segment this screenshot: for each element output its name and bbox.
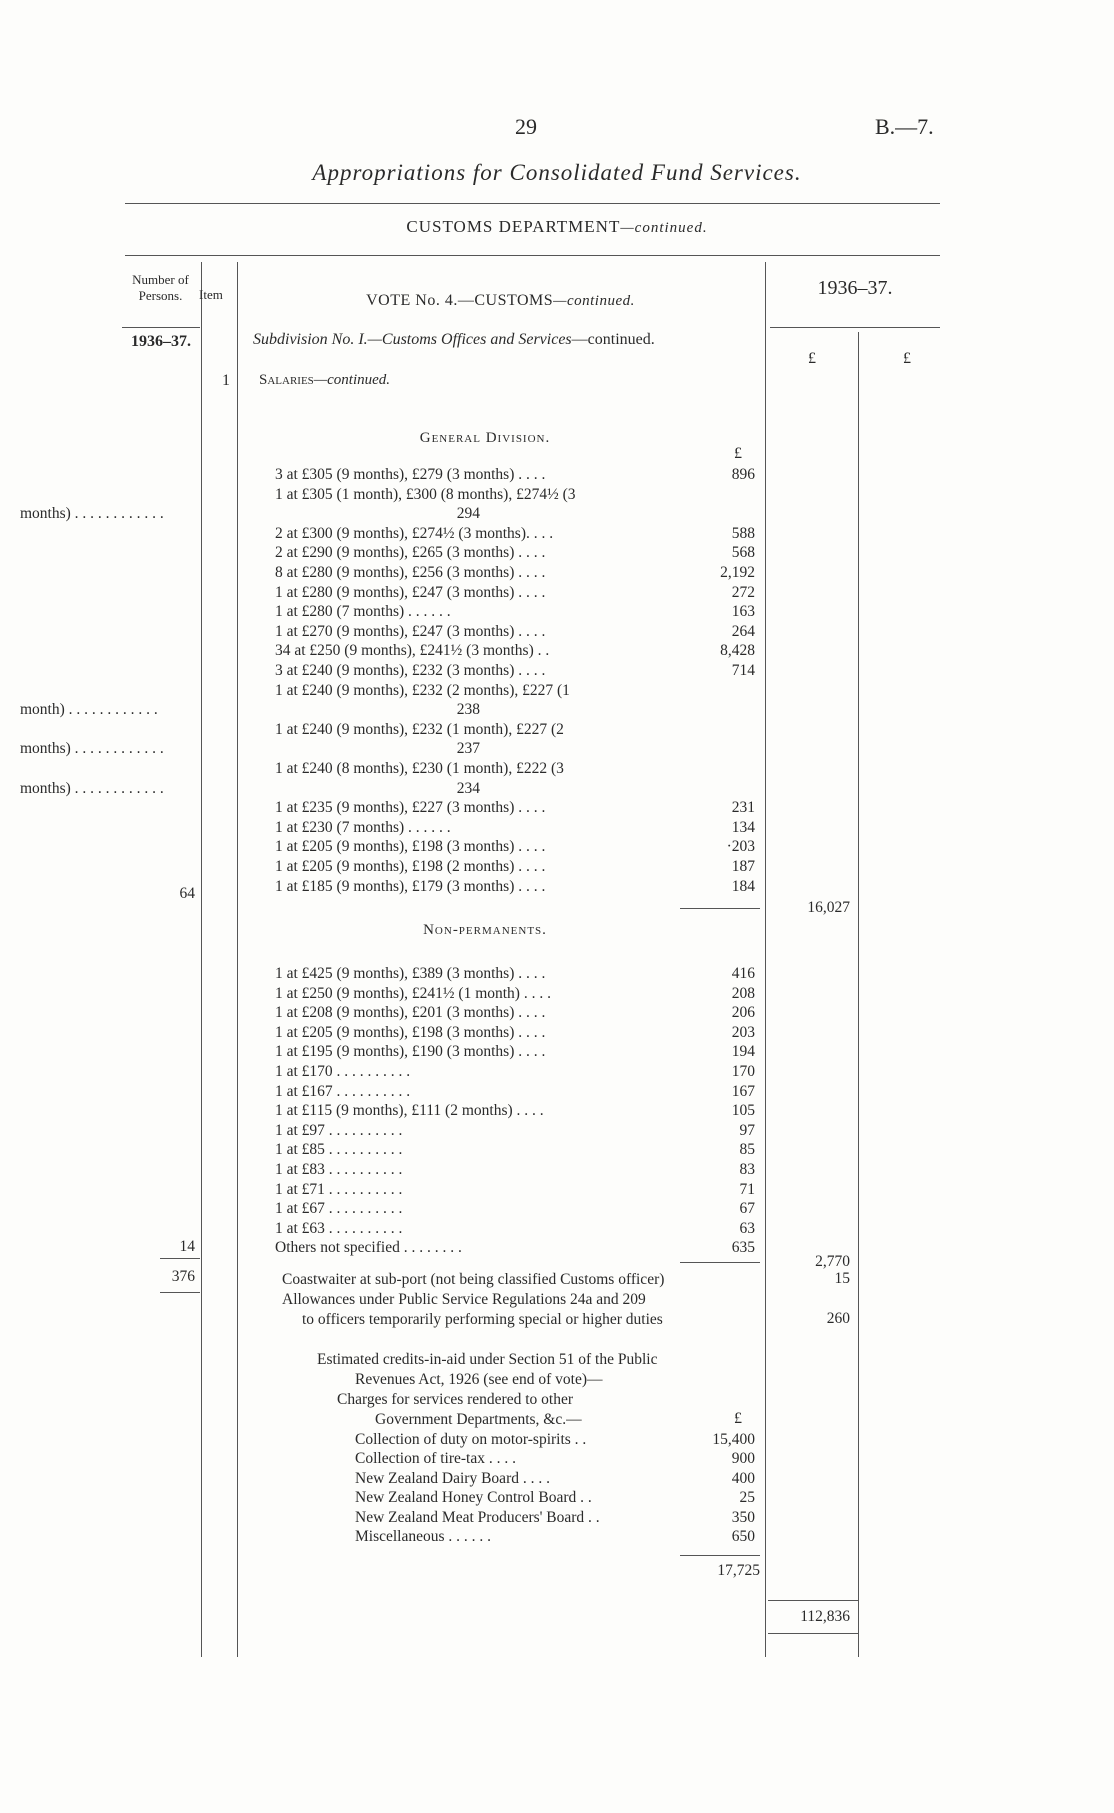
non-permanents-amount: 170 xyxy=(731,1063,755,1080)
general-division-description: 34 at £250 (9 months), £241½ (3 months) . . xyxy=(275,642,550,660)
general-division-amount: 272 xyxy=(731,583,755,601)
page-title: Appropriations for Consolidated Fund Services. xyxy=(312,160,802,185)
general-division-description: 1 at £205 (9 months), £198 (3 months) . . . . xyxy=(275,838,546,856)
item-number: 1 xyxy=(222,372,230,389)
credit-amount: 25 xyxy=(739,1489,755,1507)
non-permanents-description: 1 at £425 (9 months), £389 (3 months) . . . . xyxy=(275,965,546,982)
divider xyxy=(125,203,940,204)
allowances-line-2: to officers temporarily performing special or higher duties xyxy=(302,1311,663,1328)
non-permanents-persons: 14 xyxy=(179,1238,195,1255)
total-persons: 376 xyxy=(171,1268,195,1285)
persons-total-rule-bottom xyxy=(160,1292,200,1293)
subdivision-label: Subdivision No. I.—Customs Offices and Services xyxy=(253,331,572,348)
non-permanents-amount: 416 xyxy=(731,965,755,982)
non-permanents-description: 1 at £85 . . . . . . . . . . xyxy=(275,1141,403,1159)
non-permanents-description: 1 at £97 . . . . . . . . . . xyxy=(275,1121,403,1139)
grand-total-rule-top xyxy=(768,1600,858,1601)
non-permanents-description: 1 at £83 . . . . . . . . . . xyxy=(275,1161,403,1178)
document-reference: B.—7. xyxy=(875,114,934,139)
general-division-amount: ·203 xyxy=(726,838,755,856)
general-division-amount: 238 xyxy=(456,701,480,719)
general-division-description: 1 at £270 (9 months), £247 (3 months) . . . . xyxy=(275,622,546,640)
general-division-description: 8 at £280 (9 months), £256 (3 months) . . . . xyxy=(275,564,546,581)
credits-total-rule xyxy=(680,1555,760,1556)
salaries-heading xyxy=(259,372,390,389)
general-division-description: 1 at £235 (9 months), £227 (3 months) . . . . xyxy=(275,799,546,817)
credits-line-2: Revenues Act, 1926 (see end of vote)— xyxy=(355,1371,603,1388)
non-permanents-amount: 167 xyxy=(731,1082,755,1100)
subtotal-rule xyxy=(680,908,760,909)
general-division-amount: 8,428 xyxy=(720,642,755,660)
general-division-description: 3 at £240 (9 months), £232 (3 months) . . . . xyxy=(275,662,546,679)
general-division-description: 1 at £240 (9 months), £232 (1 month), £227 (2 xyxy=(275,720,564,738)
credit-row xyxy=(355,1488,755,1508)
non-permanents-amount: 635 xyxy=(731,1239,755,1257)
credit-row xyxy=(355,1508,755,1528)
credit-amount: 650 xyxy=(731,1528,755,1545)
general-division-description: months) . . . . . . . . . . . . xyxy=(20,779,164,797)
credit-description: Collection of duty on motor-spirits . . xyxy=(355,1431,587,1448)
credit-description: New Zealand Meat Producers' Board . . xyxy=(355,1508,600,1526)
general-division-description: 2 at £300 (9 months), £274½ (3 months). . . . xyxy=(275,524,554,542)
coastwaiter-line: Coastwaiter at sub-port (not being classified Customs officer) xyxy=(282,1271,665,1288)
page-number: 29 xyxy=(515,114,537,139)
general-division-amount: 294 xyxy=(456,505,480,523)
persons-column-rule xyxy=(201,262,202,1657)
credit-description: Collection of tire-tax . . . . xyxy=(355,1450,516,1468)
subdivision-heading xyxy=(253,331,655,349)
subdivision-suffix: —continued. xyxy=(571,331,655,348)
non-permanents-amount: 206 xyxy=(731,1004,755,1022)
general-division-pound: £ xyxy=(734,445,742,462)
salaries-suffix: —continued. xyxy=(313,372,391,388)
general-division-description: 1 at £205 (9 months), £198 (2 months) . . . . xyxy=(275,858,546,875)
vote-title: VOTE No. 4.—CUSTOMS xyxy=(366,292,554,309)
credit-amount: 350 xyxy=(731,1508,755,1526)
credits-line-1: Estimated credits-in-aid under Section 51 of the Public xyxy=(317,1351,658,1368)
year-header-rule xyxy=(770,327,940,328)
credits-line-3: Charges for services rendered to other xyxy=(337,1391,573,1408)
credit-description: New Zealand Honey Control Board . . xyxy=(355,1489,592,1507)
table-top-rule xyxy=(125,255,940,256)
non-permanents-amount: 194 xyxy=(731,1043,755,1061)
general-division-description: 1 at £305 (1 month), £300 (8 months), £274½ (3 xyxy=(275,485,576,503)
non-permanents-amount: 85 xyxy=(739,1141,755,1159)
general-division-amount: 264 xyxy=(731,622,755,640)
pound-header-right: £ xyxy=(903,350,911,367)
non-permanents-amount: 83 xyxy=(739,1161,755,1178)
non-permanents-description: 1 at £250 (9 months), £241½ (1 month) . . . . xyxy=(275,984,551,1002)
general-division-amount: 568 xyxy=(731,544,755,562)
non-permanents-amount: 105 xyxy=(731,1102,755,1120)
non-permanents-description: 1 at £205 (9 months), £198 (3 months) . . . . xyxy=(275,1023,546,1041)
coastwaiter-amount: 15 xyxy=(834,1270,850,1287)
department-suffix: —continued. xyxy=(620,220,708,236)
credit-row xyxy=(355,1449,755,1469)
general-division-description: 1 at £280 (9 months), £247 (3 months) . . . . xyxy=(275,583,546,601)
grand-total: 112,836 xyxy=(800,1608,850,1625)
non-permanents-description: 1 at £67 . . . . . . . . . . xyxy=(275,1200,403,1218)
general-division-description: 1 at £240 (8 months), £230 (1 month), £222 (3 xyxy=(275,760,564,777)
subtotal-rule xyxy=(680,1262,760,1263)
general-division-description: 1 at £240 (9 months), £232 (2 months), £227 (1 xyxy=(275,681,570,699)
general-division-amount: 896 xyxy=(731,466,755,483)
vote-suffix: —continued. xyxy=(553,293,635,309)
credits-line-4: Government Departments, &c.— xyxy=(375,1411,582,1428)
pound-header-left: £ xyxy=(808,350,816,367)
non-permanents-amount: 67 xyxy=(739,1200,755,1218)
persons-total-rule-top xyxy=(160,1258,200,1259)
non-permanents-heading: Non-permanents. xyxy=(423,922,547,938)
non-permanents-description: Others not specified . . . . . . . . xyxy=(275,1239,462,1257)
credits-pound: £ xyxy=(734,1410,742,1427)
non-permanents-description: 1 at £170 . . . . . . . . . . xyxy=(275,1063,411,1080)
header-item: Item xyxy=(199,287,223,302)
general-division-amount: 2,192 xyxy=(720,564,755,581)
general-division-amount: 163 xyxy=(731,603,755,621)
general-division-heading: General Division. xyxy=(419,430,551,446)
credit-row xyxy=(355,1469,755,1489)
credit-amount: 900 xyxy=(731,1450,755,1468)
credits-total: 17,725 xyxy=(717,1562,760,1579)
non-permanents-amount: 97 xyxy=(739,1121,755,1139)
general-division-description: 3 at £305 (9 months), £279 (3 months) . . . . xyxy=(275,466,546,483)
non-permanents-total: 2,770 xyxy=(815,1253,850,1270)
general-division-amount: 714 xyxy=(731,662,755,679)
general-division-amount: 184 xyxy=(731,877,755,895)
general-division-amount: 588 xyxy=(731,524,755,542)
credit-description: New Zealand Dairy Board . . . . xyxy=(355,1469,550,1487)
non-permanents-description: 1 at £195 (9 months), £190 (3 months) . . . . xyxy=(275,1043,546,1061)
non-permanents-description: 1 at £63 . . . . . . . . . . xyxy=(275,1219,403,1237)
general-division-persons: 64 xyxy=(179,885,195,902)
general-division-amount: 187 xyxy=(731,858,755,875)
general-division-description: 2 at £290 (9 months), £265 (3 months) . . . . xyxy=(275,544,546,562)
general-division-total: 16,027 xyxy=(807,899,850,916)
general-division-description: months) . . . . . . . . . . . . xyxy=(20,740,164,758)
non-permanents-description: 1 at £167 . . . . . . . . . . xyxy=(275,1082,411,1100)
credit-amount: 400 xyxy=(731,1469,755,1487)
vote-heading xyxy=(238,292,763,310)
non-permanents-amount: 208 xyxy=(731,984,755,1002)
general-division-description: 1 at £280 (7 months) . . . . . . xyxy=(275,603,451,621)
general-division-amount: 237 xyxy=(456,740,480,758)
credit-row xyxy=(355,1527,755,1547)
credit-description: Miscellaneous . . . . . . xyxy=(355,1528,492,1545)
non-permanents-amount: 63 xyxy=(739,1219,755,1237)
allowances-amount: 260 xyxy=(826,1310,850,1327)
general-division-description: 1 at £185 (9 months), £179 (3 months) . . . . xyxy=(275,877,546,895)
header-number-of-persons: Number of Persons. xyxy=(132,272,189,303)
main-column-rule xyxy=(765,262,766,1657)
non-permanents-description: 1 at £208 (9 months), £201 (3 months) . . . . xyxy=(275,1004,546,1022)
salaries-label: Salaries xyxy=(259,372,314,388)
persons-header-rule xyxy=(122,327,200,328)
general-division-description: month) . . . . . . . . . . . . xyxy=(20,701,158,719)
non-permanents-description: 1 at £115 (9 months), £111 (2 months) . . . . xyxy=(275,1102,544,1120)
item-column-rule xyxy=(237,262,238,1657)
header-year: 1936–37. xyxy=(817,277,893,299)
general-division-description: 1 at £230 (7 months) . . . . . . xyxy=(275,818,451,836)
department-heading xyxy=(0,217,1114,237)
non-permanents-description: 1 at £71 . . . . . . . . . . xyxy=(275,1180,403,1198)
persons-year: 1936–37. xyxy=(131,333,191,350)
non-permanents-amount: 203 xyxy=(731,1023,755,1041)
credit-row xyxy=(355,1430,755,1450)
general-division-amount: 134 xyxy=(731,818,755,836)
department-name: CUSTOMS DEPARTMENT xyxy=(406,217,621,236)
general-division-amount: 234 xyxy=(456,779,480,797)
general-division-description: months) . . . . . . . . . . . . xyxy=(20,505,164,523)
grand-total-rule-bottom xyxy=(768,1633,858,1634)
amount-column-rule xyxy=(858,332,859,1657)
general-division-amount: 231 xyxy=(731,799,755,817)
allowances-line-1: Allowances under Public Service Regulations 24a and 209 xyxy=(282,1291,646,1308)
non-permanents-amount: 71 xyxy=(739,1180,755,1198)
credit-amount: 15,400 xyxy=(712,1431,755,1448)
